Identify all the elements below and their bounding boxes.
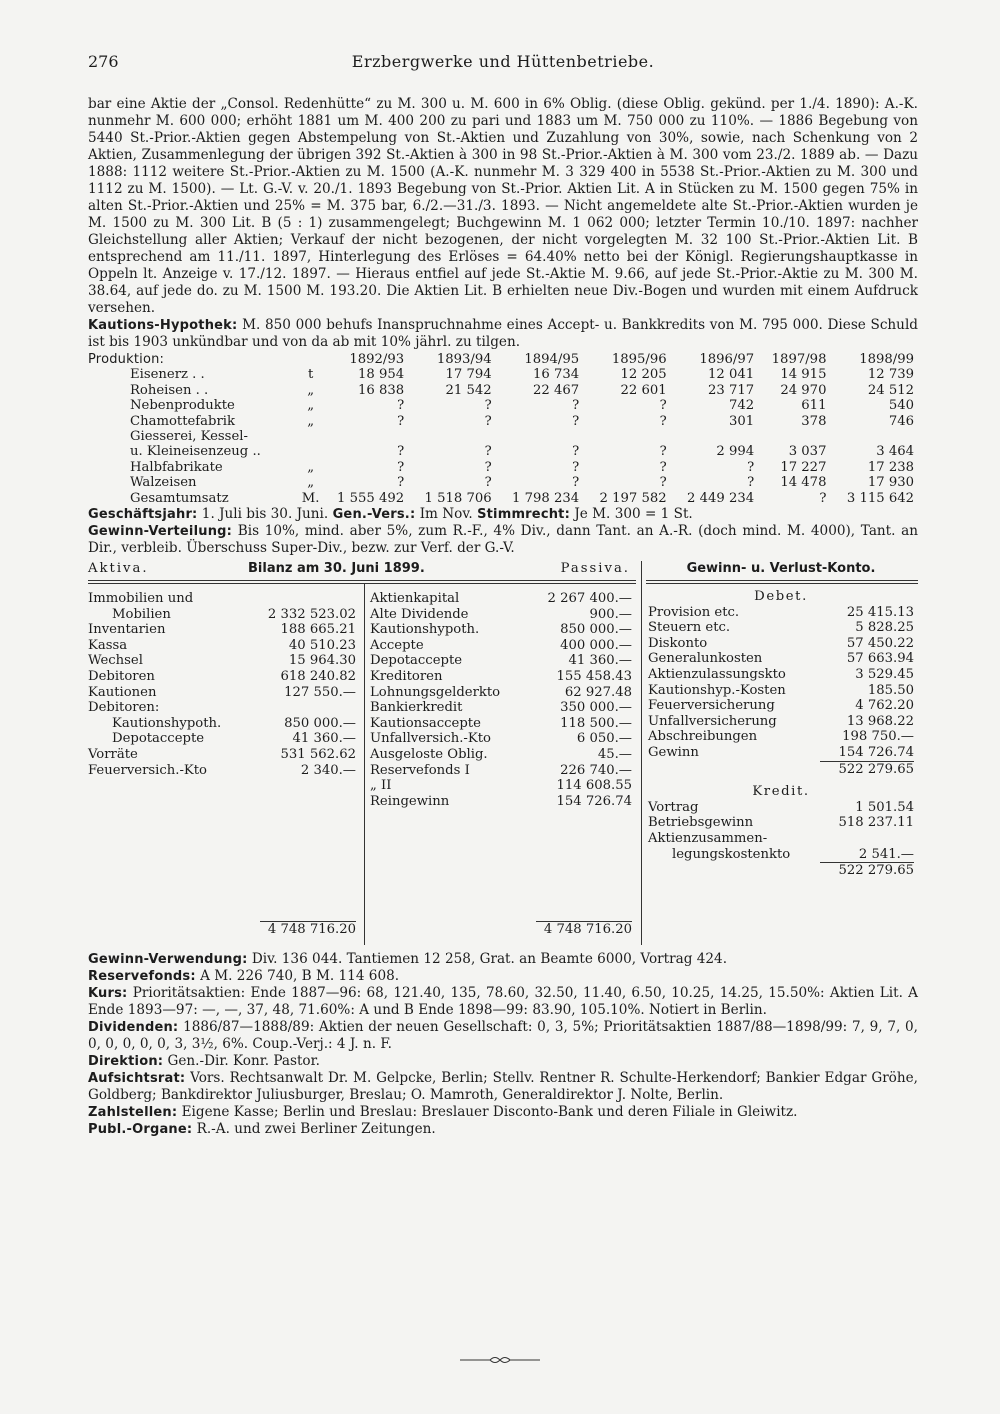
production-cell: 22 601 bbox=[620, 382, 667, 398]
aktiva-row bbox=[88, 669, 356, 685]
footer-paragraph bbox=[88, 1053, 918, 1070]
kautions-text: M. 850 000 behufs Inanspruchnahme eines Accept- u. Bankkredits von M. 795 000. Diese Schuld ist bis 1903 unkündbar und von da ab mit 10% jährl. zu tilgen. bbox=[88, 317, 918, 350]
production-cell: ? bbox=[572, 475, 580, 491]
aktiva-item-name: Depotaccepte bbox=[112, 731, 205, 747]
aktiva-row bbox=[88, 685, 356, 701]
page-title: Erzbergwerke und Hüttenbetriebe. bbox=[351, 52, 655, 71]
passiva-row bbox=[370, 591, 632, 607]
production-cell: ? bbox=[659, 413, 667, 429]
debet-item-name: Aktienzulassungskto bbox=[648, 667, 786, 683]
passiva-item-value: 350 000.— bbox=[560, 700, 632, 716]
production-cell: 14 915 bbox=[780, 367, 827, 383]
footer-label: Direktion: bbox=[88, 1054, 164, 1070]
production-cell: 611 bbox=[801, 398, 827, 414]
ornament-icon bbox=[460, 1355, 540, 1365]
aktiva-item-name: Kassa bbox=[88, 637, 128, 653]
aktiva-row bbox=[88, 653, 356, 669]
passiva-item-name: Reservefonds I bbox=[370, 762, 470, 778]
production-cell: ? bbox=[819, 490, 827, 506]
aktiva-total: 4 748 716.20 bbox=[260, 921, 356, 938]
debet-item-value: 3 529.45 bbox=[855, 667, 914, 683]
production-cell: 2 994 bbox=[716, 444, 755, 460]
year-col-5: 1897/98 bbox=[771, 352, 827, 367]
passiva-label: Passiva. bbox=[560, 561, 630, 577]
production-cell bbox=[321, 429, 409, 444]
kredit-item-value: 518 237.11 bbox=[838, 815, 914, 831]
aktiva-total-block bbox=[88, 921, 356, 937]
production-cell: 1 555 492 bbox=[337, 490, 405, 506]
year-col-0: 1892/93 bbox=[349, 352, 405, 367]
debet-item-name: Feuerversicherung bbox=[648, 698, 775, 714]
aktiva-row bbox=[88, 700, 356, 716]
debet-item-value: 198 750.— bbox=[842, 729, 914, 745]
aktiva-item-value: 850 000.— bbox=[284, 715, 356, 731]
debet-item-value: 5 828.25 bbox=[855, 620, 914, 636]
debet-row bbox=[648, 698, 914, 714]
aktiva-item-value: 531 562.62 bbox=[280, 747, 356, 762]
aktiva-row bbox=[88, 622, 356, 638]
production-cell: 742 bbox=[728, 398, 755, 414]
kautions-label: Kautions-Hypothek: bbox=[88, 318, 238, 333]
footer-label: Dividenden: bbox=[88, 1020, 179, 1036]
footer-paragraph bbox=[88, 1121, 918, 1138]
passiva-item-value: 41 360.— bbox=[568, 653, 632, 669]
production-cell: ? bbox=[397, 475, 405, 491]
production-cell: 3 115 642 bbox=[846, 490, 914, 506]
gewinn-verteilung-paragraph bbox=[88, 523, 918, 557]
debet-total: 522 279.65 bbox=[820, 761, 914, 778]
production-row bbox=[88, 460, 918, 475]
passiva-total: 4 748 716.20 bbox=[536, 921, 632, 938]
aktiva-row bbox=[88, 591, 356, 607]
passiva-item-name: Reingewinn bbox=[370, 793, 450, 809]
balance-top-rule-2 bbox=[88, 583, 636, 584]
year-col-6: 1898/99 bbox=[859, 352, 914, 367]
production-table bbox=[88, 352, 918, 506]
production-row bbox=[88, 491, 918, 506]
production-cell: 3 464 bbox=[876, 444, 914, 460]
aktiva-item-name: Feuerversich.-Kto bbox=[88, 762, 207, 778]
passiva-row bbox=[370, 700, 632, 716]
passiva-row bbox=[370, 669, 632, 685]
debet-item-value: 57 450.22 bbox=[846, 635, 914, 651]
production-cell: ? bbox=[484, 459, 492, 475]
production-cell: 301 bbox=[728, 413, 755, 429]
production-row bbox=[88, 475, 918, 490]
production-row-label: Nebenprodukte bbox=[130, 398, 235, 414]
passiva-row bbox=[370, 794, 632, 810]
debet-item-value: 57 663.94 bbox=[846, 651, 914, 667]
passiva-item-value: 154 726.74 bbox=[556, 793, 632, 809]
aktiva-item-value: 618 240.82 bbox=[280, 669, 356, 685]
production-row-unit: „ bbox=[307, 459, 315, 475]
production-row-unit bbox=[301, 444, 321, 459]
debet-row bbox=[648, 714, 914, 730]
passiva-item-value: 118 500.— bbox=[560, 715, 632, 731]
passiva-item-value: 900.— bbox=[589, 606, 632, 622]
footer-text: Div. 136 044. Tantiemen 12 258, Grat. an Beamte 6000, Vortrag 424. bbox=[251, 951, 728, 968]
aktiva-item-value: 15 964.30 bbox=[288, 653, 356, 669]
passiva-row bbox=[370, 747, 632, 763]
passiva-item-name: Ausgeloste Oblig. bbox=[370, 747, 488, 762]
debet-item-name: Unfallversicherung bbox=[648, 713, 777, 729]
kredit-row bbox=[648, 815, 914, 831]
stimmrecht-label: Stimmrecht: bbox=[477, 507, 570, 523]
debet-row bbox=[648, 636, 914, 652]
footer-text: Eigene Kasse; Berlin und Breslau: Breslauer Disconto-Bank und deren Filiale in Gleiwitz. bbox=[181, 1104, 798, 1121]
production-row bbox=[88, 444, 918, 459]
production-cell: ? bbox=[397, 444, 405, 460]
footer-label: Aufsichtsrat: bbox=[88, 1071, 186, 1087]
debet-item-name: Abschreibungen bbox=[648, 729, 758, 745]
production-cell: 17 238 bbox=[867, 459, 914, 475]
passiva-item-name: Unfallversich.-Kto bbox=[370, 731, 491, 747]
production-cell: ? bbox=[484, 413, 492, 429]
footer-text: Gen.-Dir. Konr. Pastor. bbox=[167, 1053, 320, 1070]
footer-text: 1886/87—1888/89: Aktien der neuen Gesellschaft: 0, 3, 5%; Prioritätsaktien 1887/88—1898/99: 7, 9, 7, 0, 0, 0, 0, 0, 0, 3, 3½, 6%. Coup.-Verj.: 4 J. n. F. bbox=[88, 1019, 918, 1053]
gv-konto-title: Gewinn- u. Verlust-Konto. bbox=[686, 561, 876, 577]
kredit-label: Kredit. bbox=[752, 784, 810, 800]
production-rows bbox=[88, 367, 918, 506]
production-row-label: Gesamtumsatz bbox=[130, 490, 229, 506]
passiva-item-value: 400 000.— bbox=[560, 637, 632, 653]
production-row-label: Giesserei, Kessel- bbox=[130, 429, 248, 445]
gewinn-verteilung-text: Bis 10%, mind. aber 5%, zum R.-F., 4% Div., dann Tant. an A.-R. (doch mind. M. 4000), Tant. an Dir., verbleib. Überschuss Super-Div., bezw. zur Verf. der G.-V. bbox=[88, 523, 918, 557]
debet-row bbox=[648, 651, 914, 667]
aktiva-item-value: 41 360.— bbox=[292, 731, 356, 747]
aktiva-item-name: Wechsel bbox=[88, 653, 143, 669]
kredit-row bbox=[648, 800, 914, 816]
footer-label: Kurs: bbox=[88, 986, 128, 1002]
footer-text: A M. 226 740, B M. 114 608. bbox=[200, 968, 400, 985]
page-number: 276 bbox=[88, 52, 119, 71]
production-cell: 18 954 bbox=[357, 367, 405, 383]
production-cell: ? bbox=[572, 413, 580, 429]
production-row-unit: „ bbox=[307, 382, 315, 398]
geschaeftsjahr-line bbox=[88, 506, 918, 523]
production-cell: ? bbox=[484, 444, 492, 460]
production-cell bbox=[758, 429, 830, 444]
kredit-item-name: Betriebsgewinn bbox=[648, 815, 754, 831]
production-header-row bbox=[88, 352, 918, 367]
passiva-item-name: Kreditoren bbox=[370, 669, 443, 685]
production-cell: ? bbox=[747, 459, 755, 475]
production-row-label: Halbfabrikate bbox=[130, 459, 223, 475]
year-col-3: 1895/96 bbox=[611, 352, 667, 367]
gv-top-rule-2 bbox=[646, 583, 918, 584]
balance-mid-divider bbox=[364, 583, 365, 945]
gv-konto-column bbox=[648, 589, 914, 878]
aktiva-item-value: 40 510.23 bbox=[288, 637, 356, 653]
passiva-item-value: 850 000.— bbox=[560, 622, 632, 638]
production-label: Produktion: bbox=[88, 352, 165, 367]
production-row-label: u. Kleineisenzeug .. bbox=[130, 444, 261, 460]
passiva-item-value: 62 927.48 bbox=[564, 684, 632, 700]
year-col-4: 1896/97 bbox=[699, 352, 755, 367]
footer-label: Reservefonds: bbox=[88, 969, 196, 985]
passiva-item-value: 6 050.— bbox=[576, 731, 632, 747]
footer-paragraph bbox=[88, 951, 918, 968]
production-cell: 12 041 bbox=[707, 367, 755, 383]
passiva-row bbox=[370, 731, 632, 747]
passiva-row bbox=[370, 622, 632, 638]
footer-paragraphs bbox=[88, 951, 918, 1138]
footer-paragraph bbox=[88, 985, 918, 1019]
production-cell: 17 794 bbox=[445, 367, 492, 383]
production-cell: 12 205 bbox=[620, 367, 667, 383]
production-row-label: Chamottefabrik bbox=[130, 413, 235, 429]
year-col-1: 1893/94 bbox=[436, 352, 492, 367]
production-cell: ? bbox=[659, 444, 667, 460]
aktiva-row bbox=[88, 607, 356, 623]
footer-text: R.-A. und zwei Berliner Zeitungen. bbox=[196, 1121, 436, 1138]
aktiva-item-name: Inventarien bbox=[88, 622, 166, 638]
aktiva-row bbox=[88, 747, 356, 763]
production-cell: 378 bbox=[801, 413, 827, 429]
production-cell: ? bbox=[572, 398, 580, 414]
aktiva-row bbox=[88, 638, 356, 654]
debet-item-value: 13 968.22 bbox=[846, 713, 914, 729]
passiva-item-value: 155 458.43 bbox=[556, 669, 632, 685]
debet-row bbox=[648, 729, 914, 745]
aktiva-item-value: 188 665.21 bbox=[280, 622, 356, 638]
production-cell: ? bbox=[397, 413, 405, 429]
production-cell: ? bbox=[747, 475, 755, 491]
debet-item-name: Provision etc. bbox=[648, 604, 740, 620]
production-cell: 16 838 bbox=[357, 382, 405, 398]
production-cell: ? bbox=[659, 459, 667, 475]
production-row bbox=[88, 398, 918, 413]
debet-row bbox=[648, 745, 914, 761]
production-row-unit: „ bbox=[307, 413, 315, 429]
debet-row bbox=[648, 605, 914, 621]
debet-item-name: Steuern etc. bbox=[648, 620, 731, 636]
intro-paragraph: bar eine Aktie der „Consol. Redenhütte“ zu M. 300 u. M. 600 in 6% Oblig. (diese Oblig. gekünd. per 1./4. 1890): A.-K. nunmehr M. 600 000; erhöht 1881 um M. 400 200 zu pari und 1883 um M. 750 000 zu 110%. — 1886 Begebung von 5440 St.-Prior.-Aktien gegen Abstempelung von St.-Aktien und Zuzahlung von 30%, sowie, nach Schenkung von 2 Aktien, Zusammenlegung der übrigen 392 St.-Aktien à 300 in 98 St.-Prior.-Aktien à M. 300 vom 23./2. 1889 ab. — Dazu 1888: 1112 weitere St.-Prior.-Aktien zu M. 1500 (A.-K. nunmehr M. 3 329 400 in 5538 St.-Prior.-Aktien zu M. 300 und 1112 zu M. 1500). — Lt. G.-V. v. 20./1. 1893 Begebung von St.-Prior. Aktien Lit. A in Stücken zu M. 1500 gegen 75% in alten St.-Prior.-Aktien und 25% = M. 375 bar, 6./2.—31./3. 1893. — Nicht angemeldete alte St.-Prior.-Aktien wurden je M. 1500 zu M. 300 Lit. B (5 : 1) zusammengelegt; Buchgewinn M. 1 062 000; letzter Termin 10./10. 1897: nachher Gleichstellung aller Aktien; Verkauf der nicht bezogenen, der nicht vorgelegten M. 32 100 St.-Prior.-Aktien Lit. B entsprechend am 11./11. 1897, Hinterlegung des Erlöses = 64.40% netto bei der Königl. Regierungshauptkasse in Oppeln lt. Anzeige v. 17./12. 1897. — Hieraus entfiel auf jede St.-Aktie M. 9.66, auf jede St.-Prior.-Aktie zu M. 300 M. 38.64, auf jede do. zu M. 1500 M. 193.20. Die Aktien Lit. B erhielten neue Div.-Bogen und wurden mit einem Aufdruck versehen. bbox=[88, 96, 918, 316]
balance-gv-divider bbox=[641, 561, 642, 945]
production-row-label: Roheisen . . bbox=[130, 382, 209, 398]
passiva-item-name: Aktienkapital bbox=[370, 591, 460, 607]
footer-label: Publ.-Organe: bbox=[88, 1122, 193, 1138]
production-cell: ? bbox=[572, 444, 580, 460]
page-header bbox=[88, 52, 918, 76]
production-cell: ? bbox=[572, 459, 580, 475]
production-row bbox=[88, 383, 918, 398]
balance-title: Bilanz am 30. Juni 1899. bbox=[248, 561, 425, 577]
production-cell: 540 bbox=[888, 398, 914, 414]
footer-paragraph bbox=[88, 968, 918, 985]
passiva-item-name: Depotaccepte bbox=[370, 653, 463, 669]
passiva-item-name: Lohnungsgelderkto bbox=[370, 684, 501, 700]
aktiva-item-name: Vorräte bbox=[88, 747, 138, 762]
page-body bbox=[88, 96, 918, 1138]
footer-label: Zahlstellen: bbox=[88, 1105, 178, 1121]
aktiva-item-name: Kautionen bbox=[88, 684, 157, 700]
production-cell: 24 512 bbox=[867, 382, 914, 398]
aktiva-item-value: 2 332 523.02 bbox=[267, 606, 356, 622]
production-cell bbox=[671, 429, 759, 444]
production-cell: 2 449 234 bbox=[687, 490, 755, 506]
debet-item-name: Diskonto bbox=[648, 635, 708, 651]
production-cell: 23 717 bbox=[707, 382, 755, 398]
kredit-item-name: Aktienzusammen- bbox=[648, 830, 768, 846]
passiva-item-value: 45.— bbox=[597, 747, 632, 762]
balance-section bbox=[88, 561, 918, 951]
kredit-item-name: legungskostenkto bbox=[672, 846, 791, 862]
debet-row bbox=[648, 683, 914, 699]
passiva-row bbox=[370, 685, 632, 701]
passiva-column bbox=[370, 591, 632, 809]
balance-top-rule bbox=[88, 580, 636, 581]
aktiva-label: Aktiva. bbox=[88, 561, 149, 577]
footer-paragraph bbox=[88, 1070, 918, 1104]
kredit-row bbox=[648, 831, 914, 847]
debet-item-name: Generalunkosten bbox=[648, 651, 763, 667]
production-row-label: Walzeisen bbox=[130, 475, 197, 491]
aktiva-row bbox=[88, 731, 356, 747]
debet-row bbox=[648, 667, 914, 683]
aktiva-column bbox=[88, 591, 356, 778]
production-cell: ? bbox=[659, 398, 667, 414]
aktiva-item-name: Debitoren bbox=[88, 669, 155, 685]
passiva-item-name: Bankierkredit bbox=[370, 700, 463, 716]
passiva-item-name: Accepte bbox=[370, 637, 424, 653]
aktiva-item-name: Immobilien und bbox=[88, 591, 194, 607]
passiva-row bbox=[370, 653, 632, 669]
passiva-row bbox=[370, 763, 632, 779]
production-row bbox=[88, 429, 918, 444]
debet-item-value: 4 762.20 bbox=[855, 698, 914, 714]
balance-title-row bbox=[88, 561, 638, 581]
debet-label: Debet. bbox=[754, 589, 808, 605]
gen-vers-text: Im Nov. bbox=[419, 506, 473, 523]
production-cell: 1 798 234 bbox=[512, 490, 580, 506]
production-cell: 16 734 bbox=[532, 367, 580, 383]
year-col-2: 1894/95 bbox=[524, 352, 580, 367]
production-row-unit bbox=[301, 429, 321, 444]
kredit-item-value: 2 541.— bbox=[858, 846, 914, 862]
kredit-total: 522 279.65 bbox=[820, 862, 914, 879]
kredit-item-value: 1 501.54 bbox=[855, 799, 914, 815]
kredit-rows bbox=[648, 800, 914, 862]
debet-row bbox=[648, 620, 914, 636]
geschaeftsjahr-label: Geschäftsjahr: bbox=[88, 507, 198, 523]
passiva-item-value: 2 267 400.— bbox=[547, 591, 632, 607]
debet-item-value: 25 415.13 bbox=[846, 604, 914, 620]
production-cell bbox=[583, 429, 671, 444]
production-cell: 22 467 bbox=[532, 382, 580, 398]
footer-paragraph bbox=[88, 1019, 918, 1053]
footer-text: Prioritätsaktien: Ende 1887—96: 68, 121.40, 135, 78.60, 32.50, 11.40, 6.50, 10.25, 14.25, 15.50%: Aktien Lit. A Ende 1893—97: —, —, 37, 48, 71.60%: A und B Ende 1898—99: 83.90, 105.10%. Notiert in Berlin. bbox=[88, 985, 918, 1019]
passiva-item-name: Alte Dividende bbox=[370, 606, 469, 622]
production-row bbox=[88, 414, 918, 429]
debet-item-name: Kautionshyp.-Kosten bbox=[648, 682, 786, 698]
footer-label: Gewinn-Verwendung: bbox=[88, 952, 248, 968]
debet-item-value: 185.50 bbox=[867, 682, 914, 698]
gewinn-verteilung-label: Gewinn-Verteilung: bbox=[88, 524, 233, 540]
footer-paragraph bbox=[88, 1104, 918, 1121]
production-row bbox=[88, 367, 918, 382]
production-cell: 14 478 bbox=[780, 475, 827, 491]
production-cell: 3 037 bbox=[788, 444, 827, 460]
production-cell: ? bbox=[484, 398, 492, 414]
production-cell: ? bbox=[397, 398, 405, 414]
passiva-row bbox=[370, 716, 632, 732]
production-cell: 17 227 bbox=[780, 459, 827, 475]
production-cell bbox=[408, 429, 496, 444]
kautions-paragraph bbox=[88, 317, 918, 351]
passiva-row bbox=[370, 607, 632, 623]
production-cell: ? bbox=[659, 475, 667, 491]
production-row-unit: M. bbox=[301, 490, 320, 506]
kredit-row bbox=[648, 847, 914, 863]
passiva-item-value: 114 608.55 bbox=[556, 778, 632, 794]
aktiva-item-name: Mobilien bbox=[112, 606, 171, 622]
production-row-unit: t bbox=[307, 367, 314, 383]
aktiva-row bbox=[88, 763, 356, 779]
production-cell: 12 739 bbox=[867, 367, 914, 383]
passiva-item-value: 226 740.— bbox=[560, 762, 632, 778]
passiva-row bbox=[370, 638, 632, 654]
production-row-label: Eisenerz . . bbox=[130, 367, 205, 383]
gen-vers-label: Gen.-Vers.: bbox=[332, 507, 416, 523]
production-cell: ? bbox=[484, 475, 492, 491]
aktiva-item-name: Kautionshypoth. bbox=[112, 715, 222, 731]
production-cell: 746 bbox=[888, 413, 914, 429]
production-cell: 17 930 bbox=[867, 475, 914, 491]
gv-top-rule bbox=[646, 580, 918, 581]
production-cell bbox=[496, 429, 584, 444]
passiva-total-block bbox=[370, 921, 632, 937]
production-cell: 1 518 706 bbox=[424, 490, 492, 506]
kredit-item-name: Vortrag bbox=[648, 799, 699, 815]
passiva-item-name: „ II bbox=[370, 778, 392, 794]
production-cell: 2 197 582 bbox=[599, 490, 667, 506]
production-cell: 21 542 bbox=[445, 382, 492, 398]
aktiva-item-value: 127 550.— bbox=[284, 684, 356, 700]
aktiva-item-name: Debitoren: bbox=[88, 700, 160, 716]
production-row-unit: „ bbox=[307, 398, 315, 414]
debet-rows bbox=[648, 605, 914, 761]
geschaeftsjahr-text: 1. Juli bis 30. Juni. bbox=[201, 506, 329, 523]
production-cell: 24 970 bbox=[780, 382, 827, 398]
stimmrecht-text: Je M. 300 = 1 St. bbox=[574, 506, 693, 523]
production-cell: ? bbox=[397, 459, 405, 475]
aktiva-item-value: 2 340.— bbox=[300, 762, 356, 778]
production-row-unit: „ bbox=[307, 475, 315, 491]
production-cell bbox=[830, 429, 918, 444]
debet-item-name: Gewinn bbox=[648, 745, 699, 760]
passiva-item-name: Kautionsaccepte bbox=[370, 715, 481, 731]
aktiva-row bbox=[88, 716, 356, 732]
footer-text: Vors. Rechtsanwalt Dr. M. Gelpcke, Berlin; Stellv. Rentner R. Schulte-Herkendorf; Bankier Edgar Gröhe, Goldberg; Bankdirektor Juliusburger, Breslau; O. Mamroth, Generaldirektor J. Nolte, Berlin. bbox=[88, 1070, 918, 1104]
debet-item-value: 154 726.74 bbox=[838, 745, 914, 760]
passiva-item-name: Kautionshypoth. bbox=[370, 622, 480, 638]
passiva-row bbox=[370, 778, 632, 794]
